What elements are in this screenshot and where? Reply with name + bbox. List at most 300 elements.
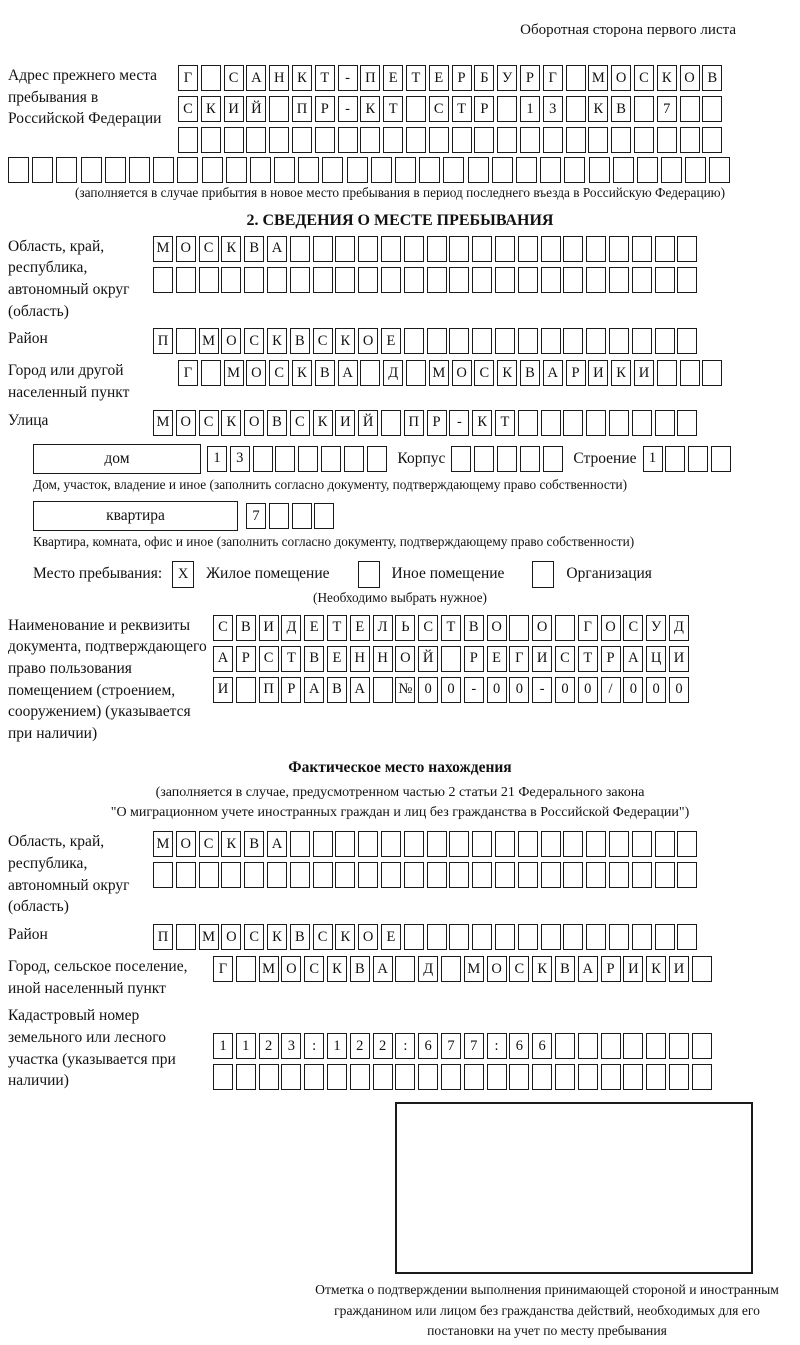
checkbox-organization[interactable] — [532, 561, 554, 588]
char-box[interactable] — [646, 1064, 666, 1090]
char-box[interactable]: М — [224, 360, 244, 386]
char-box[interactable]: М — [199, 924, 219, 950]
char-box[interactable] — [495, 862, 515, 888]
char-box[interactable] — [176, 267, 196, 293]
char-box[interactable]: Б — [474, 65, 494, 91]
char-box[interactable]: - — [532, 677, 552, 703]
char-box[interactable]: 0 — [646, 677, 666, 703]
char-box[interactable] — [292, 127, 312, 153]
char-box[interactable] — [623, 1064, 643, 1090]
char-box[interactable] — [578, 1033, 598, 1059]
char-box[interactable] — [259, 1064, 279, 1090]
char-box[interactable] — [540, 157, 561, 183]
char-box[interactable] — [495, 328, 515, 354]
char-box[interactable]: М — [429, 360, 449, 386]
char-box[interactable] — [367, 446, 387, 472]
char-box[interactable]: : — [304, 1033, 324, 1059]
char-box[interactable]: Д — [669, 615, 689, 641]
char-box[interactable] — [335, 236, 355, 262]
char-box[interactable] — [427, 831, 447, 857]
char-box[interactable] — [360, 360, 380, 386]
char-box[interactable] — [632, 236, 652, 262]
char-box[interactable] — [472, 862, 492, 888]
char-box[interactable] — [563, 236, 583, 262]
char-box[interactable] — [566, 127, 586, 153]
char-box[interactable] — [250, 157, 271, 183]
char-box[interactable] — [373, 1064, 393, 1090]
char-box[interactable]: Й — [418, 646, 438, 672]
char-box[interactable] — [541, 924, 561, 950]
char-box[interactable] — [313, 862, 333, 888]
char-box[interactable]: 1 — [213, 1033, 233, 1059]
char-box[interactable]: Д — [383, 360, 403, 386]
char-box[interactable]: О — [487, 956, 507, 982]
char-box[interactable]: / — [601, 677, 621, 703]
char-box[interactable] — [381, 410, 401, 436]
char-box[interactable]: В — [327, 677, 347, 703]
char-box[interactable]: 0 — [555, 677, 575, 703]
char-box[interactable] — [404, 831, 424, 857]
char-box[interactable] — [637, 157, 658, 183]
char-box[interactable] — [313, 831, 333, 857]
char-box[interactable] — [495, 924, 515, 950]
char-box[interactable]: В — [236, 615, 256, 641]
char-box[interactable]: П — [360, 65, 380, 91]
char-box[interactable]: 1 — [236, 1033, 256, 1059]
char-box[interactable] — [632, 410, 652, 436]
char-box[interactable] — [267, 862, 287, 888]
char-box[interactable] — [406, 96, 426, 122]
char-box[interactable] — [661, 157, 682, 183]
char-box[interactable]: О — [176, 831, 196, 857]
char-box[interactable] — [315, 127, 335, 153]
char-box[interactable]: А — [578, 956, 598, 982]
char-box[interactable] — [586, 236, 606, 262]
char-box[interactable]: Е — [304, 615, 324, 641]
char-box[interactable]: М — [153, 410, 173, 436]
char-box[interactable] — [269, 96, 289, 122]
char-box[interactable]: А — [543, 360, 563, 386]
char-box[interactable] — [520, 127, 540, 153]
char-box[interactable] — [677, 328, 697, 354]
char-box[interactable] — [314, 503, 334, 529]
char-box[interactable] — [563, 831, 583, 857]
char-box[interactable] — [427, 236, 447, 262]
char-box[interactable]: О — [680, 65, 700, 91]
char-box[interactable] — [632, 831, 652, 857]
char-box[interactable] — [588, 127, 608, 153]
char-box[interactable]: В — [290, 328, 310, 354]
char-box[interactable] — [443, 157, 464, 183]
char-box[interactable] — [404, 236, 424, 262]
char-box[interactable]: О — [244, 410, 264, 436]
char-box[interactable] — [335, 267, 355, 293]
char-box[interactable] — [381, 831, 401, 857]
char-box[interactable] — [344, 446, 364, 472]
char-box[interactable] — [290, 831, 310, 857]
char-box[interactable]: К — [267, 924, 287, 950]
char-box[interactable] — [202, 157, 223, 183]
char-box[interactable]: Е — [350, 615, 370, 641]
char-box[interactable]: С — [244, 924, 264, 950]
char-box[interactable] — [236, 677, 256, 703]
char-box[interactable] — [236, 956, 256, 982]
char-box[interactable]: Е — [327, 646, 347, 672]
char-box[interactable]: О — [358, 328, 378, 354]
char-box[interactable]: С — [178, 96, 198, 122]
char-box[interactable] — [609, 236, 629, 262]
char-box[interactable] — [702, 360, 722, 386]
char-box[interactable] — [563, 410, 583, 436]
char-box[interactable]: К — [472, 410, 492, 436]
char-box[interactable] — [632, 924, 652, 950]
char-box[interactable] — [623, 1033, 643, 1059]
char-box[interactable] — [236, 1064, 256, 1090]
char-box[interactable] — [601, 1033, 621, 1059]
char-box[interactable]: К — [327, 956, 347, 982]
char-box[interactable]: И — [588, 360, 608, 386]
char-box[interactable] — [634, 96, 654, 122]
char-box[interactable]: 2 — [259, 1033, 279, 1059]
char-box[interactable]: К — [532, 956, 552, 982]
char-box[interactable]: 0 — [578, 677, 598, 703]
char-box[interactable] — [634, 127, 654, 153]
char-box[interactable] — [586, 328, 606, 354]
char-box[interactable]: С — [199, 831, 219, 857]
char-box[interactable]: 7 — [657, 96, 677, 122]
char-box[interactable]: А — [267, 236, 287, 262]
char-box[interactable] — [518, 236, 538, 262]
char-box[interactable]: 7 — [246, 503, 266, 529]
char-box[interactable] — [441, 1064, 461, 1090]
char-box[interactable] — [589, 157, 610, 183]
char-box[interactable]: : — [395, 1033, 415, 1059]
char-box[interactable] — [441, 956, 461, 982]
char-box[interactable]: С — [429, 96, 449, 122]
char-box[interactable] — [688, 446, 708, 472]
char-box[interactable] — [290, 862, 310, 888]
char-box[interactable] — [578, 1064, 598, 1090]
char-box[interactable]: 0 — [487, 677, 507, 703]
char-box[interactable]: М — [259, 956, 279, 982]
char-box[interactable] — [472, 924, 492, 950]
char-box[interactable]: Р — [464, 646, 484, 672]
char-box[interactable]: 0 — [669, 677, 689, 703]
char-box[interactable]: В — [464, 615, 484, 641]
char-box[interactable] — [632, 862, 652, 888]
char-box[interactable] — [201, 360, 221, 386]
char-box[interactable] — [495, 267, 515, 293]
char-box[interactable] — [404, 328, 424, 354]
char-box[interactable]: 1 — [520, 96, 540, 122]
char-box[interactable] — [105, 157, 126, 183]
char-box[interactable]: С — [634, 65, 654, 91]
char-box[interactable]: : — [487, 1033, 507, 1059]
char-box[interactable] — [563, 328, 583, 354]
char-box[interactable]: Т — [406, 65, 426, 91]
char-box[interactable]: В — [244, 831, 264, 857]
char-box[interactable]: К — [646, 956, 666, 982]
char-box[interactable] — [427, 267, 447, 293]
char-box[interactable]: О — [281, 956, 301, 982]
char-box[interactable] — [541, 831, 561, 857]
char-box[interactable] — [153, 157, 174, 183]
char-box[interactable] — [518, 410, 538, 436]
char-box[interactable]: 1 — [327, 1033, 347, 1059]
char-box[interactable]: А — [304, 677, 324, 703]
char-box[interactable]: К — [201, 96, 221, 122]
char-box[interactable] — [692, 1033, 712, 1059]
char-box[interactable]: А — [267, 831, 287, 857]
char-box[interactable] — [427, 328, 447, 354]
char-box[interactable]: М — [153, 831, 173, 857]
char-box[interactable] — [520, 446, 540, 472]
char-box[interactable]: 2 — [350, 1033, 370, 1059]
char-box[interactable]: И — [259, 615, 279, 641]
char-box[interactable]: Т — [452, 96, 472, 122]
char-box[interactable]: Р — [520, 65, 540, 91]
char-box[interactable] — [153, 862, 173, 888]
char-box[interactable]: К — [657, 65, 677, 91]
char-box[interactable]: В — [290, 924, 310, 950]
char-box[interactable] — [677, 267, 697, 293]
char-box[interactable]: Й — [246, 96, 266, 122]
char-box[interactable]: Р — [601, 646, 621, 672]
char-box[interactable]: Г — [213, 956, 233, 982]
char-box[interactable]: Е — [383, 65, 403, 91]
char-box[interactable]: В — [702, 65, 722, 91]
char-box[interactable] — [532, 1064, 552, 1090]
char-box[interactable]: Л — [373, 615, 393, 641]
char-box[interactable]: М — [464, 956, 484, 982]
char-box[interactable] — [655, 328, 675, 354]
char-box[interactable] — [327, 1064, 347, 1090]
char-box[interactable]: С — [474, 360, 494, 386]
char-box[interactable] — [201, 127, 221, 153]
char-box[interactable] — [335, 862, 355, 888]
char-box[interactable]: И — [623, 956, 643, 982]
char-box[interactable]: 6 — [418, 1033, 438, 1059]
char-box[interactable] — [657, 360, 677, 386]
char-box[interactable] — [487, 1064, 507, 1090]
char-box[interactable] — [543, 127, 563, 153]
char-box[interactable]: С — [555, 646, 575, 672]
char-box[interactable] — [518, 328, 538, 354]
char-box[interactable] — [213, 1064, 233, 1090]
char-box[interactable] — [541, 236, 561, 262]
char-box[interactable]: 7 — [464, 1033, 484, 1059]
char-box[interactable] — [543, 446, 563, 472]
char-box[interactable] — [449, 831, 469, 857]
char-box[interactable]: Ц — [646, 646, 666, 672]
char-box[interactable] — [292, 503, 312, 529]
char-box[interactable]: П — [153, 328, 173, 354]
char-box[interactable] — [655, 267, 675, 293]
char-box[interactable]: С — [623, 615, 643, 641]
char-box[interactable]: С — [304, 956, 324, 982]
char-box[interactable]: Р — [281, 677, 301, 703]
char-box[interactable] — [680, 127, 700, 153]
char-box[interactable]: Е — [487, 646, 507, 672]
char-box[interactable] — [358, 236, 378, 262]
char-box[interactable] — [655, 862, 675, 888]
char-box[interactable]: С — [224, 65, 244, 91]
char-box[interactable] — [680, 96, 700, 122]
char-box[interactable]: К — [611, 360, 631, 386]
char-box[interactable] — [129, 157, 150, 183]
char-box[interactable]: Р — [236, 646, 256, 672]
char-box[interactable]: 1 — [207, 446, 227, 472]
char-box[interactable]: А — [213, 646, 233, 672]
char-box[interactable]: Р — [452, 65, 472, 91]
char-box[interactable] — [427, 924, 447, 950]
char-box[interactable] — [665, 446, 685, 472]
char-box[interactable] — [451, 446, 471, 472]
char-box[interactable] — [338, 127, 358, 153]
char-box[interactable] — [609, 862, 629, 888]
char-box[interactable] — [313, 267, 333, 293]
char-box[interactable] — [541, 410, 561, 436]
char-box[interactable] — [449, 924, 469, 950]
char-box[interactable] — [692, 956, 712, 982]
char-box[interactable] — [244, 267, 264, 293]
char-box[interactable]: О — [221, 328, 241, 354]
char-box[interactable]: С — [290, 410, 310, 436]
checkbox-residential[interactable]: X — [172, 561, 194, 588]
char-box[interactable] — [586, 267, 606, 293]
char-box[interactable] — [358, 267, 378, 293]
char-box[interactable]: У — [497, 65, 517, 91]
char-box[interactable]: А — [350, 677, 370, 703]
char-box[interactable] — [267, 267, 287, 293]
char-box[interactable] — [646, 1033, 666, 1059]
char-box[interactable] — [358, 862, 378, 888]
char-box[interactable]: К — [588, 96, 608, 122]
char-box[interactable]: К — [221, 236, 241, 262]
char-box[interactable] — [441, 646, 461, 672]
char-box[interactable] — [609, 831, 629, 857]
char-box[interactable] — [221, 862, 241, 888]
char-box[interactable] — [321, 446, 341, 472]
char-box[interactable] — [709, 157, 730, 183]
char-box[interactable] — [497, 127, 517, 153]
char-box[interactable]: С — [418, 615, 438, 641]
char-box[interactable]: Т — [281, 646, 301, 672]
char-box[interactable] — [468, 157, 489, 183]
char-box[interactable] — [32, 157, 53, 183]
char-box[interactable] — [350, 1064, 370, 1090]
char-box[interactable] — [221, 267, 241, 293]
char-box[interactable] — [429, 127, 449, 153]
char-box[interactable] — [449, 236, 469, 262]
char-box[interactable] — [655, 831, 675, 857]
char-box[interactable]: Е — [381, 924, 401, 950]
char-box[interactable] — [449, 862, 469, 888]
char-box[interactable]: Ь — [395, 615, 415, 641]
char-box[interactable] — [586, 410, 606, 436]
char-box[interactable] — [677, 831, 697, 857]
char-box[interactable] — [395, 1064, 415, 1090]
char-box[interactable]: Е — [381, 328, 401, 354]
char-box[interactable] — [609, 924, 629, 950]
char-box[interactable] — [472, 267, 492, 293]
char-box[interactable]: О — [176, 236, 196, 262]
char-box[interactable] — [176, 862, 196, 888]
char-box[interactable] — [586, 831, 606, 857]
char-box[interactable] — [586, 924, 606, 950]
char-box[interactable] — [566, 65, 586, 91]
char-box[interactable]: Н — [350, 646, 370, 672]
char-box[interactable] — [199, 267, 219, 293]
char-box[interactable] — [711, 446, 731, 472]
char-box[interactable] — [563, 267, 583, 293]
char-box[interactable]: О — [221, 924, 241, 950]
char-box[interactable] — [474, 446, 494, 472]
char-box[interactable] — [404, 862, 424, 888]
char-box[interactable]: А — [338, 360, 358, 386]
char-box[interactable]: В — [555, 956, 575, 982]
char-box[interactable] — [518, 267, 538, 293]
char-box[interactable] — [56, 157, 77, 183]
char-box[interactable] — [290, 267, 310, 293]
char-box[interactable] — [497, 96, 517, 122]
char-box[interactable]: 7 — [441, 1033, 461, 1059]
char-box[interactable] — [541, 862, 561, 888]
char-box[interactable]: С — [244, 328, 264, 354]
char-box[interactable] — [395, 956, 415, 982]
char-box[interactable] — [373, 677, 393, 703]
char-box[interactable]: И — [213, 677, 233, 703]
char-box[interactable] — [153, 267, 173, 293]
char-box[interactable]: С — [269, 360, 289, 386]
char-box[interactable] — [201, 65, 221, 91]
char-box[interactable] — [677, 410, 697, 436]
char-box[interactable]: Т — [315, 65, 335, 91]
char-box[interactable]: О — [487, 615, 507, 641]
char-box[interactable]: П — [153, 924, 173, 950]
char-box[interactable]: А — [623, 646, 643, 672]
char-box[interactable]: К — [292, 360, 312, 386]
char-box[interactable]: С — [313, 924, 333, 950]
char-box[interactable]: И — [634, 360, 654, 386]
char-box[interactable] — [685, 157, 706, 183]
char-box[interactable] — [358, 831, 378, 857]
char-box[interactable] — [452, 127, 472, 153]
char-box[interactable] — [518, 862, 538, 888]
char-box[interactable] — [702, 127, 722, 153]
char-box[interactable]: Г — [543, 65, 563, 91]
char-box[interactable] — [669, 1033, 689, 1059]
char-box[interactable] — [381, 267, 401, 293]
char-box[interactable]: 3 — [281, 1033, 301, 1059]
char-box[interactable]: В — [350, 956, 370, 982]
char-box[interactable]: К — [335, 328, 355, 354]
char-box[interactable] — [304, 1064, 324, 1090]
char-box[interactable]: 0 — [441, 677, 461, 703]
char-box[interactable] — [199, 862, 219, 888]
char-box[interactable] — [563, 862, 583, 888]
char-box[interactable] — [566, 96, 586, 122]
char-box[interactable]: С — [213, 615, 233, 641]
char-box[interactable] — [564, 157, 585, 183]
char-box[interactable] — [449, 267, 469, 293]
char-box[interactable] — [269, 503, 289, 529]
char-box[interactable] — [677, 862, 697, 888]
char-box[interactable] — [176, 328, 196, 354]
char-box[interactable]: О — [601, 615, 621, 641]
char-box[interactable] — [632, 328, 652, 354]
char-box[interactable] — [472, 236, 492, 262]
